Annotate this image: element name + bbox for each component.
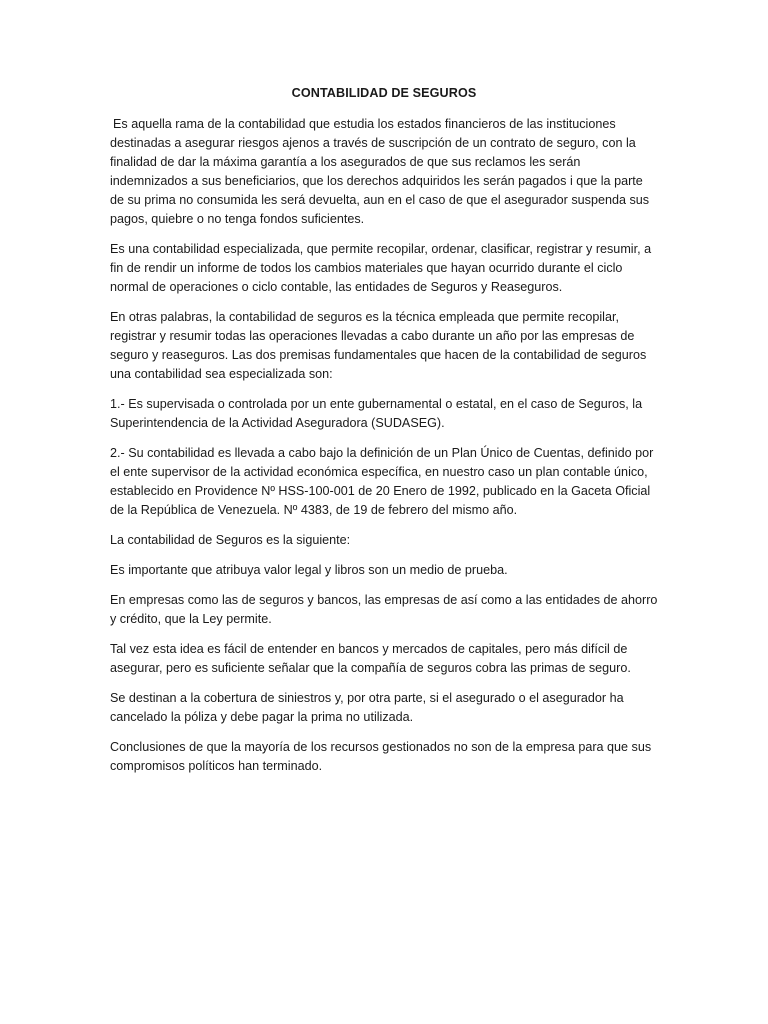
paragraph-specialized: Es una contabilidad especializada, que permite recopilar, ordenar, clasificar, registrar y resumir, a fin de rendir un informe de todos los cambios materiales que hayan ocurrido durante el ciclo normal de operaciones o ciclo contable, las entidades de Seguros y Reaseguros. bbox=[110, 242, 652, 294]
paragraph-legal-value: Es importante que atribuya valor legal y libros son un medio de prueba. bbox=[110, 563, 508, 577]
paragraph-premise-1: 1.- Es supervisada o controlada por un ente gubernamental o estatal, en el caso de Seguros, la Superintendencia de la Actividad Aseguradora (SUDASEG). bbox=[110, 397, 643, 430]
document-body bbox=[110, 84, 658, 787]
paragraph-following: La contabilidad de Seguros es la siguiente: bbox=[110, 533, 351, 547]
paragraph-premiums: Tal vez esta idea es fácil de entender en bancos y mercados de capitales, pero más difícil de asegurar, pero es suficiente señalar que la compañía de seguros cobra las primas de seguro. bbox=[110, 642, 631, 675]
document-title: CONTABILIDAD DE SEGUROS bbox=[291, 86, 477, 100]
paragraph-definition: Es aquella rama de la contabilidad que estudia los estados financieros de las instituciones destinadas a asegurar riesgos ajenos a través de suscripción de un contrato de seguro, con la finalidad de dar la máxima garantía a los asegurados de que sus reclamos les serán indemnizados a sus beneficiarios, que los derechos adquiridos les serán pagados i que la parte de su prima no consumida les será devuelta, aun en el caso de que el asegurador suspenda sus pagos, quiebre o no tenga fondos suficientes. bbox=[110, 117, 650, 226]
paragraph-other-words: En otras palabras, la contabilidad de seguros es la técnica empleada que permite recopilar, registrar y resumir todas las operaciones llevadas a cabo durante un año por las empresas de seguro y reaseguros. Las dos premisas fundamentales que hacen de la contabilidad de seguros una contabilidad sea especializada son: bbox=[110, 310, 647, 381]
paragraph-conclusions: Conclusiones de que la mayoría de los recursos gestionados no son de la empresa para que sus compromisos políticos han terminado. bbox=[110, 740, 652, 773]
paragraph-claims: Se destinan a la cobertura de siniestros y, por otra parte, si el asegurado o el asegurador ha cancelado la póliza y debe pagar la prima no utilizada. bbox=[110, 691, 624, 724]
paragraph-premise-2: 2.- Su contabilidad es llevada a cabo bajo la definición de un Plan Único de Cuentas, definido por el ente supervisor de la actividad económica específica, en nuestro caso un plan contable único, establecido en Providence Nº HSS-100-001 de 20 Enero de 1992, publicado en la Gaceta Oficial de la República de Venezuela. Nº 4383, de 19 de febrero del mismo año. bbox=[110, 446, 654, 517]
paragraph-companies: En empresas como las de seguros y bancos, las empresas de así como a las entidades de ahorro y crédito, que la Ley permite. bbox=[110, 593, 658, 626]
